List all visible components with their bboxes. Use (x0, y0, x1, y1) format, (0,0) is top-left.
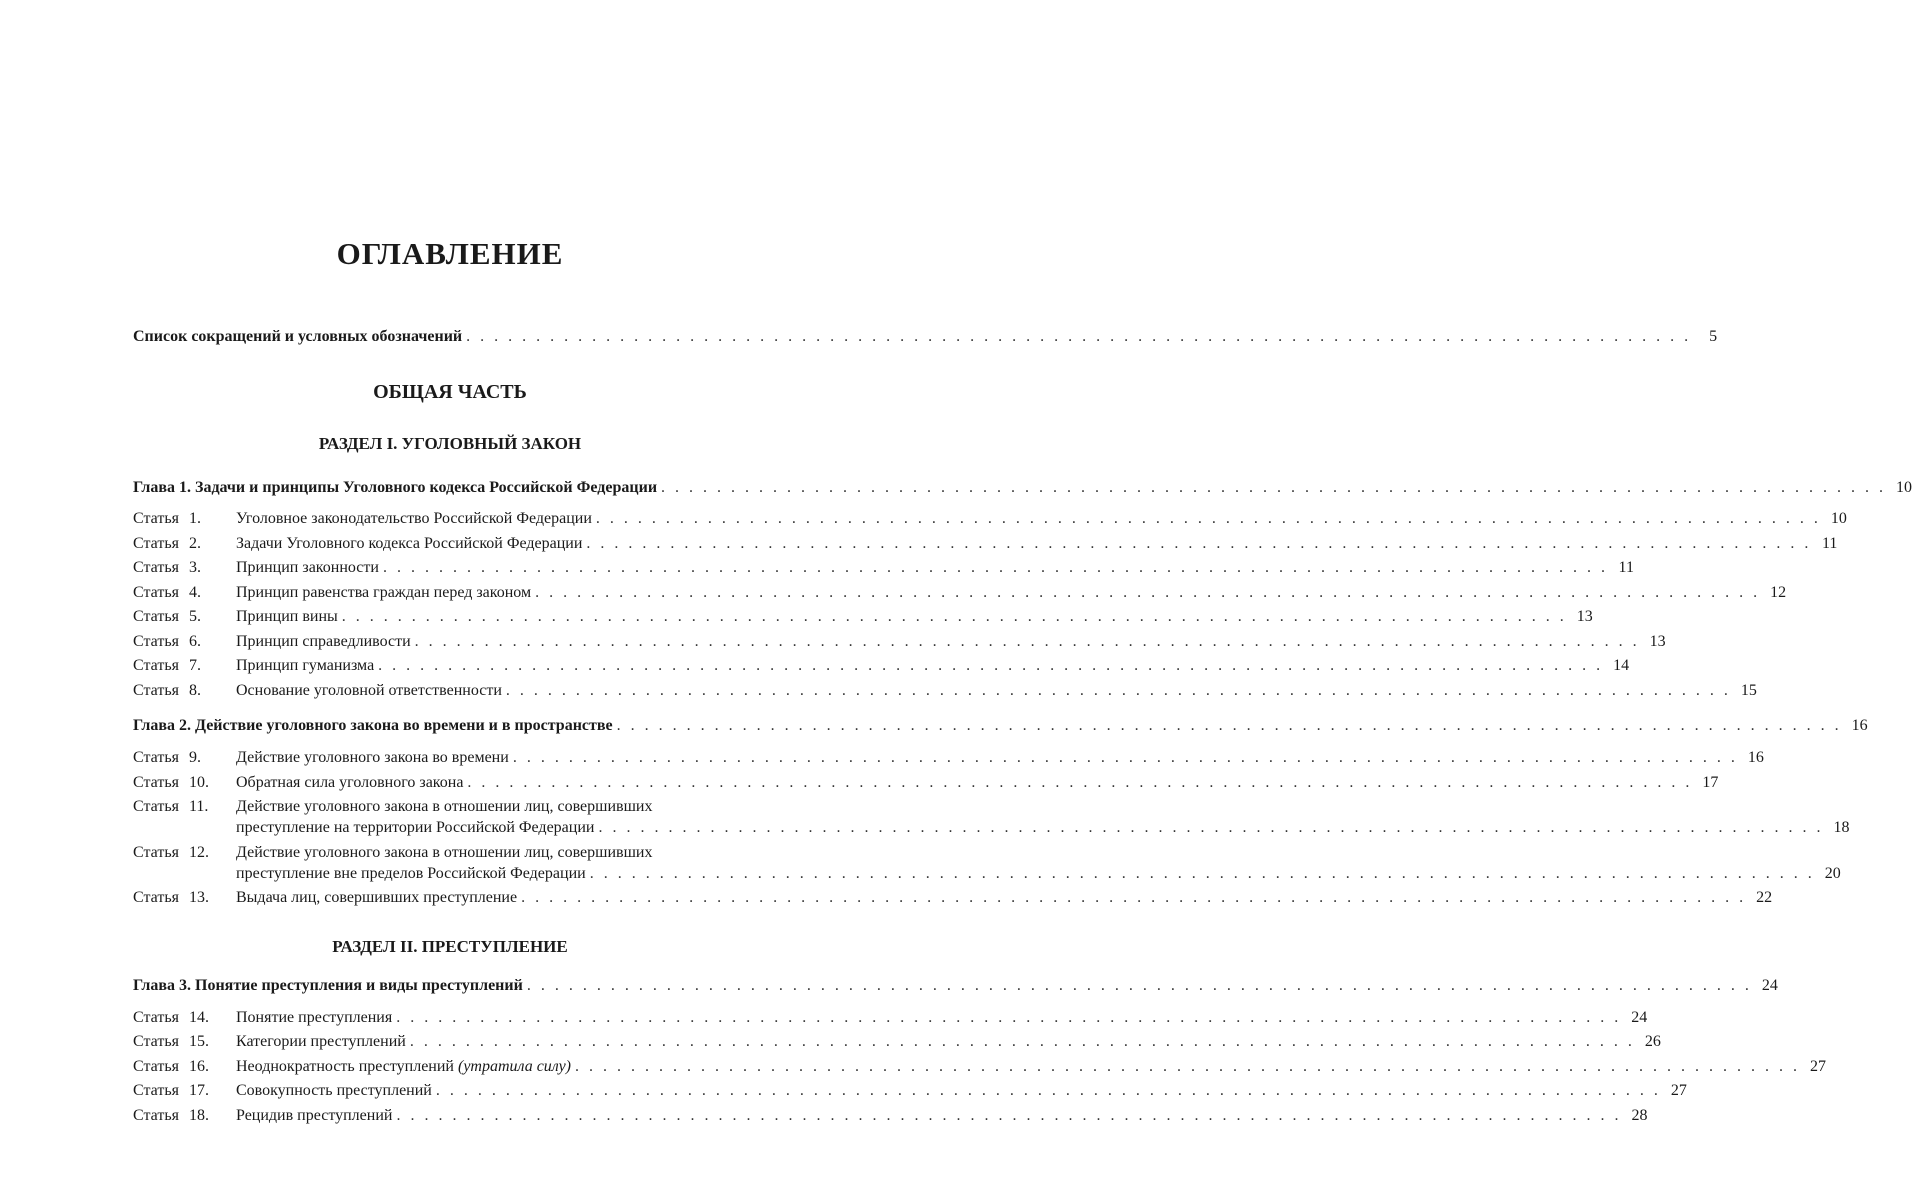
toc-chapter-3[interactable] (133, 977, 1778, 995)
article-title: Принцип справедливости (236, 633, 411, 650)
article-title: Принцип законности (236, 559, 379, 576)
dot-leader: . . . . . . . . . . . . . . . . . . . . . . . . . . . . . . . . . . . . . . . . . . . . . . . . . . . . . . . . . . . . . . . . . . . . . . . . . . . . . . . . . . . . . . . . (589, 865, 1815, 882)
article-keyword: Статья (133, 1058, 179, 1075)
dot-leader: . . . . . . . . . . . . . . . . . . . . . . . . . . . . . . . . . . . . . . . . . . . . . . . . . . . . . . . . . . . . . . . . . . . . . . . . . . . . . . . . . . . . . . . . (526, 977, 1752, 994)
article-status-note: (утратила силу) (457, 1058, 571, 1075)
article-title: Выдача лиц, совершивших преступление (236, 889, 518, 906)
toc-page-number: 11 (1822, 535, 1838, 552)
dot-leader: . . . . . . . . . . . . . . . . . . . . . . . . . . . . . . . . . . . . . . . . . . . . . . . . . . . . . . . . . . . . . . . . . . . . . . . . . . . . . . . . . . . . . . . . (535, 584, 1761, 601)
dot-leader: . . . . . . . . . . . . . . . . . . . . . . . . . . . . . . . . . . . . . . . . . . . . . . . . . . . . . . . . . . . . . . . . . . . . . . . . . . . . . . . . . . . . . . . . (586, 535, 1812, 552)
page-title: ОГЛАВЛЕНИЕ (336, 236, 564, 271)
dot-leader: . . . . . . . . . . . . . . . . . . . . . . . . . . . . . . . . . . . . . . . . . . . . . . . . . . . . . . . . . . . . . . . . . . . . . . . . . . . . . . . . . . . . . . . . (341, 608, 1567, 625)
article-title: Совокупность преступлений (236, 1082, 432, 1099)
section-title: РАЗДЕЛ I. УГОЛОВНЫЙ ЗАКОН (318, 434, 582, 453)
toc-page-number: 10 (1830, 510, 1847, 527)
toc-page-number: 16 (1851, 717, 1868, 734)
toc-chapter-label: Глава 2. Действие уголовного закона во времени и в пространстве (133, 717, 613, 734)
article-keyword: Статья (133, 1009, 179, 1026)
dot-leader: . . . . . . . . . . . . . . . . . . . . . . . . . . . . . . . . . . . . . . . . . . . . . . . . . . . . . . . . . . . . . . . . . . . . . . . . . . . . . . . . . . . . . . . . (595, 510, 1821, 527)
dot-leader: . . . . . . . . . . . . . . . . . . . . . . . . . . . . . . . . . . . . . . . . . . . . . . . . . . . . . . . . . . . . . . . . . . . . . . . . . . . . . . . . . . . . . . . . (575, 1058, 1800, 1075)
article-number: 16. (189, 1058, 209, 1075)
article-number: 3. (189, 559, 201, 576)
article-title: Обратная сила уголовного закона (236, 774, 464, 791)
dot-leader: . . . . . . . . . . . . . . . . . . . . . . . . . . . . . . . . . . . . . . . . . . . . . . . . . . . . . . . . . . . . . . . . . . . . . . . . . . . . . . . . . . . . . . . . (414, 633, 1640, 650)
dot-leader: . . . . . . . . . . . . . . . . . . . . . . . . . . . . . . . . . . . . . . . . . . . . . . . . . . . . . . . . . . . . . . . . . . . . . . . . . . . . . . . . . . . . . . . . (435, 1082, 1661, 1099)
article-number: 17. (189, 1082, 209, 1099)
article-number: 6. (189, 633, 201, 650)
dot-leader: . . . . . . . . . . . . . . . . . . . . . . . . . . . . . . . . . . . . . . . . . . . . . . . . . . . . . . . . . . . . . . . . . . . . . . . . . . . . . . . . . . . . . . . . (512, 749, 1738, 766)
article-keyword: Статья (133, 535, 179, 552)
article-keyword: Статья (133, 889, 179, 906)
toc-page-number: 20 (1824, 865, 1841, 882)
article-number: 8. (189, 682, 201, 699)
article-keyword: Статья (133, 584, 179, 601)
article-number: 2. (189, 535, 201, 552)
dot-leader: . . . . . . . . . . . . . . . . . . . . . . . . . . . . . . . . . . . . . . . . . . . . . . . . . . . . . . . . . . . . . . . . . . . . . . . . . . . . . . . . . . . . . . . . (396, 1107, 1622, 1124)
toc-page-number: 24 (1761, 977, 1778, 994)
article-number: 18. (189, 1107, 209, 1124)
dot-leader: . . . . . . . . . . . . . . . . . . . . . . . . . . . . . . . . . . . . . . . . . . . . . . . . . . . . . . . . . . . . . . . . . . . . . . . . . . . . . . . . . . . . . . . . (378, 657, 1604, 674)
dot-leader: . . . . . . . . . . . . . . . . . . . . . . . . . . . . . . . . . . . . . . . . . . . . . . . . . . . . . . . . . . . . . . . . . . . . . . . . . . . . . . . . . . . . . . . . (467, 774, 1693, 791)
toc-page-number: 10 (1896, 479, 1912, 496)
article-keyword: Статья (133, 1033, 179, 1050)
toc-page-number: 5 (1709, 328, 1718, 345)
article-title: Принцип равенства граждан перед законом (236, 584, 532, 601)
article-keyword: Статья (133, 1082, 179, 1099)
article-title: Категории преступлений (236, 1033, 406, 1050)
article-number: 13. (189, 889, 209, 906)
toc-page-number: 12 (1770, 584, 1787, 601)
toc-chapter-label: Глава 1. Задачи и принципы Уголовного кодекса Российской Федерации (133, 479, 658, 496)
dot-leader: . . . . . . . . . . . . . . . . . . . . . . . . . . . . . . . . . . . . . . . . . . . . . . . . . . . . . . . . . . . . . . . . . . . . . . . . . . . . . . . . . . . . . . . . (598, 819, 1824, 836)
article-number: 15. (189, 1033, 209, 1050)
article-title-line1: Действие уголовного закона в отношении лиц, совершивших (236, 844, 653, 861)
toc-page-number: 17 (1702, 774, 1719, 791)
dot-leader: . . . . . . . . . . . . . . . . . . . . . . . . . . . . . . . . . . . . . . . . . . . . . . . . . . . . . . . . . . . . . . . . . . . . . . . . . . . . . . . . . . . . . . . . (505, 682, 1731, 699)
article-keyword: Статья (133, 774, 179, 791)
article-number: 7. (189, 657, 201, 674)
article-keyword: Статья (133, 608, 179, 625)
toc-page-number: 16 (1747, 749, 1764, 766)
article-title: Принцип вины (236, 608, 338, 625)
toc-chapter-1[interactable] (133, 479, 1912, 497)
toc-entry-label: Список сокращений и условных обозначений (133, 328, 463, 345)
article-title: Принцип гуманизма (236, 657, 375, 674)
dot-leader: . . . . . . . . . . . . . . . . . . . . . . . . . . . . . . . . . . . . . . . . . . . . . . . . . . . . . . . . . . . . . . . . . . . . . . . . . . . . . . . . . . . . . . . . (409, 1033, 1635, 1050)
article-title: Понятие преступления (236, 1009, 393, 1026)
article-number: 12. (189, 844, 209, 861)
toc-page-number: 28 (1631, 1107, 1648, 1124)
article-title-line1: Действие уголовного закона в отношении лиц, совершивших (236, 798, 653, 815)
article-title: Действие уголовного закона во времени (236, 749, 509, 766)
toc-page-number: 11 (1618, 559, 1634, 576)
article-title: Основание уголовной ответственности (236, 682, 502, 699)
toc-page (133, 0, 1912, 1200)
article-keyword: Статья (133, 510, 179, 527)
toc-page-number: 18 (1833, 819, 1850, 836)
article-title: преступление вне пределов Российской Федерации (236, 865, 586, 882)
article-keyword: Статья (133, 682, 179, 699)
toc-chapter-label: Глава 3. Понятие преступления и виды преступлений (133, 977, 523, 994)
article-keyword: Статья (133, 749, 179, 766)
dot-leader: . . . . . . . . . . . . . . . . . . . . . . . . . . . . . . . . . . . . . . . . . . . . . . . . . . . . . . . . . . . . . . . . . . . . . . . . . . . . . . . . . . . . . . . . (521, 889, 1747, 906)
toc-page-number: 24 (1631, 1009, 1648, 1026)
toc-chapter-2[interactable] (133, 717, 1868, 735)
article-title-group (236, 1058, 571, 1076)
article-number: 10. (189, 774, 209, 791)
article-title: Неоднократность преступлений (236, 1058, 454, 1075)
article-title: Задачи Уголовного кодекса Российской Федерации (236, 535, 583, 552)
toc-page-number: 27 (1810, 1058, 1826, 1075)
toc-page-number: 15 (1740, 682, 1757, 699)
toc-page-number: 13 (1576, 608, 1593, 625)
article-keyword: Статья (133, 657, 179, 674)
article-keyword: Статья (133, 798, 179, 815)
dot-leader: . . . . . . . . . . . . . . . . . . . . . . . . . . . . . . . . . . . . . . . . . . . . . . . . . . . . . . . . . . . . . . . . . . . . . . . . . . . . . . . . . . . . . . . . (466, 328, 1692, 345)
article-keyword: Статья (133, 633, 179, 650)
part-title: ОБЩАЯ ЧАСТЬ (373, 381, 527, 403)
article-title: Уголовное законодательство Российской Федерации (236, 510, 592, 527)
toc-page-number: 26 (1644, 1033, 1661, 1050)
dot-leader: . . . . . . . . . . . . . . . . . . . . . . . . . . . . . . . . . . . . . . . . . . . . . . . . . . . . . . . . . . . . . . . . . . . . . . . . . . . . . . . . . . . . . . . . (382, 559, 1608, 576)
article-number: 9. (189, 749, 201, 766)
article-title: Рецидив преступлений (236, 1107, 393, 1124)
dot-leader: . . . . . . . . . . . . . . . . . . . . . . . . . . . . . . . . . . . . . . . . . . . . . . . . . . . . . . . . . . . . . . . . . . . . . . . . . . . . . . . . . . . . . . . . (616, 717, 1842, 734)
dot-leader: . . . . . . . . . . . . . . . . . . . . . . . . . . . . . . . . . . . . . . . . . . . . . . . . . . . . . . . . . . . . . . . . . . . . . . . . . . . . . . . . . . . . . . . . (396, 1009, 1622, 1026)
article-keyword: Статья (133, 844, 179, 861)
dot-leader: . . . . . . . . . . . . . . . . . . . . . . . . . . . . . . . . . . . . . . . . . . . . . . . . . . . . . . . . . . . . . . . . . . . . . . . . . . . . . . . . . . . . . . . . (661, 479, 1887, 496)
toc-page-number: 22 (1756, 889, 1773, 906)
toc-entry-abbreviations[interactable] (133, 328, 1718, 346)
toc-page-number: 14 (1613, 657, 1630, 674)
article-number: 1. (189, 510, 201, 527)
toc-page-number: 27 (1670, 1082, 1687, 1099)
article-number: 14. (189, 1009, 209, 1026)
article-keyword: Статья (133, 1107, 179, 1124)
section-title: РАЗДЕЛ II. ПРЕСТУПЛЕНИЕ (332, 937, 568, 956)
article-title: преступление на территории Российской Федерации (236, 819, 595, 836)
toc-page-number: 13 (1649, 633, 1666, 650)
article-number: 4. (189, 584, 201, 601)
article-number: 11. (189, 798, 209, 815)
article-keyword: Статья (133, 559, 179, 576)
article-number: 5. (189, 608, 201, 625)
